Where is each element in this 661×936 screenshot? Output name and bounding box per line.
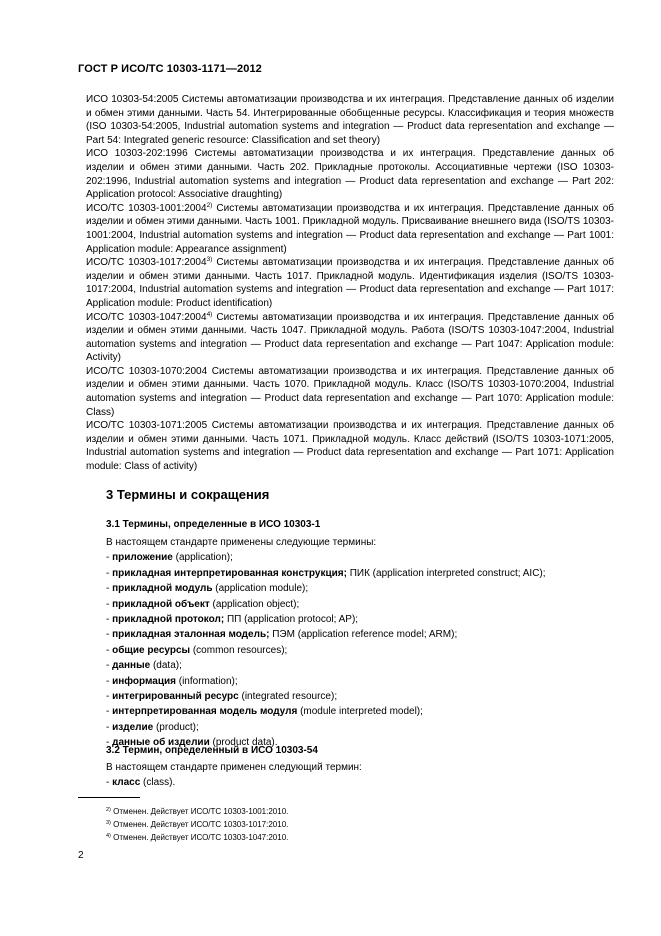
reference-item [86, 202, 614, 256]
term-item: - прикладная интерпретированная конструкция; ПИК (application interpreted construct; AIC); [106, 567, 546, 579]
term-item: - информация (information); [106, 675, 238, 687]
term-item: - интегрированный ресурс (integrated resource); [106, 691, 338, 703]
reference-id: ИСО/ТС 10303-1071:2005 [86, 420, 208, 432]
term-item: - прикладной модуль (application module); [106, 583, 309, 595]
term-item: - прикладной протокол; ПП (application protocol; AP); [106, 614, 359, 626]
reference-text: Системы автоматизации производства и их интеграция. Представление данных об изделии и обмен этими данными. Часть 1071. Прикладной модуль. Класс действий (ISO/TS 10303-1071:2005, Industrial automation systems and integration — Product data representation and exchange — Part 1071: Application module: Class of activity) [86, 420, 615, 473]
document-header: ГОСТ Р ИСО/ТС 10303-1171—2012 [78, 63, 262, 75]
term-item: - данные об изделии (product data). [106, 737, 278, 749]
term-item: - прикладной объект (application object); [106, 598, 300, 610]
footnote-mark: 3) [206, 256, 213, 264]
term-item: - интерпретированная модель модуля (module interpreted model); [106, 706, 423, 718]
reference-item [86, 256, 614, 310]
footnote: $^{4)}$ Отменен. Действует ИСО/ТС 10303-1047:2010. [106, 833, 289, 842]
reference-id: ИСО/ТС 10303-1047:2004 [86, 311, 207, 323]
reference-id: ИСО/ТС 10303-1001:2004 [86, 202, 207, 214]
reference-item [86, 311, 614, 365]
reference-text: Системы автоматизации производства и их интеграция. Представление данных об изделии и обмен этими данными. Часть 202. Прикладные протоколы. Ассоциативные чертежи (ISO 10303-202:1996, Industrial automation systems and integration — Product data representation and exchange — Part 202: Application protocol: Associative draughting) [86, 148, 615, 201]
term-item: - класс (class). [106, 777, 176, 789]
reference-text: Системы автоматизации производства и их интеграция. Представление данных об изделии и обмен этими данными. Часть 54. Интегрированные обобщенные ресурсы. Классификация и теория множеств (ISO 10303-54:2005, Industrial automation systems and integration — Product data representation and exchange — Part 54: Integrated generic resource: Classification and set theory) [86, 94, 615, 146]
reference-item [86, 93, 614, 147]
reference-id: ИСО 10303-54:2005 [86, 94, 179, 105]
footnote-divider [78, 797, 140, 798]
term-item: - данные (data); [106, 660, 182, 672]
section-heading: 3 Термины и сокращения [106, 487, 270, 502]
footnote: $^{2)}$ Отменен. Действует ИСО/ТС 10303-1001:2010. [106, 807, 289, 816]
term-item: - изделие (product); [106, 721, 199, 733]
reference-item [86, 365, 614, 419]
reference-text: Системы автоматизации производства и их интеграция. Представление данных об изделии и обмен этими данными. Часть 1047. Прикладной модуль. Работа (ISO/TS 10303-1047:2004, Industrial automation systems and integration — Product data representation and exchange — Part 1047: Application module: Activity) [86, 311, 615, 364]
reference-item [86, 419, 614, 473]
terms-list [106, 760, 616, 791]
reference-id: ИСО/ТС 10303-1070:2004 [86, 365, 208, 377]
footnote-mark: 2) [206, 201, 213, 209]
term-item: - общие ресурсы (common resources); [106, 644, 288, 656]
page-number: 2 [78, 850, 84, 861]
term-item: - прикладная эталонная модель; ПЭМ (application reference model; ARM); [106, 629, 458, 641]
reference-text: Системы автоматизации производства и их интеграция. Представление данных об изделии и обмен этими данными. Часть 1017. Прикладной модуль. Идентификация изделия (ISO/TS 10303-1017:2004, Industrial automation systems and integration — Product data representation and exchange — Part 1017: Application module: Product identification) [86, 257, 615, 309]
footnote: $^{3)}$ Отменен. Действует ИСО/ТС 10303-1017:2010. [106, 820, 289, 829]
normative-references [86, 93, 614, 474]
subsection-heading: 3.1 Термины, определенные в ИСО 10303-1 [106, 519, 321, 530]
term-item: - приложение (application); [106, 552, 233, 564]
intro-text: В настоящем стандарте применен следующий термин: [106, 762, 362, 773]
intro-text: В настоящем стандарте применены следующие термины: [106, 537, 377, 548]
reference-id: ИСО/ТС 10303-1017:2004 [86, 257, 207, 269]
reference-text: Системы автоматизации производства и их интеграция. Представление данных об изделии и обмен этими данными. Часть 1001. Прикладной модуль. Присваивание внешнего вида (ISO/TS 10303-1001:2004, Industrial automation systems and integration — Product data representation and exchange — Part 1001: Application module: Appearance assignment) [86, 202, 615, 255]
footnotes [106, 805, 288, 844]
footnote-mark: 4) [206, 310, 213, 318]
reference-text: Системы автоматизации производства и их интеграция. Представление данных об изделии и обмен этими данными. Часть 1070. Прикладной модуль. Класс (ISO/TS 10303-1070:2004, Industrial automation systems and integration — Product data representation and exchange — Part 1070: Application module: Class) [86, 365, 615, 418]
reference-item [86, 147, 614, 201]
terms-list [106, 535, 616, 751]
subsection-heading: 3.2 Термин, определенный в ИСО 10303-54 [106, 745, 318, 756]
reference-id: ИСО 10303-202:1996 [86, 148, 188, 160]
